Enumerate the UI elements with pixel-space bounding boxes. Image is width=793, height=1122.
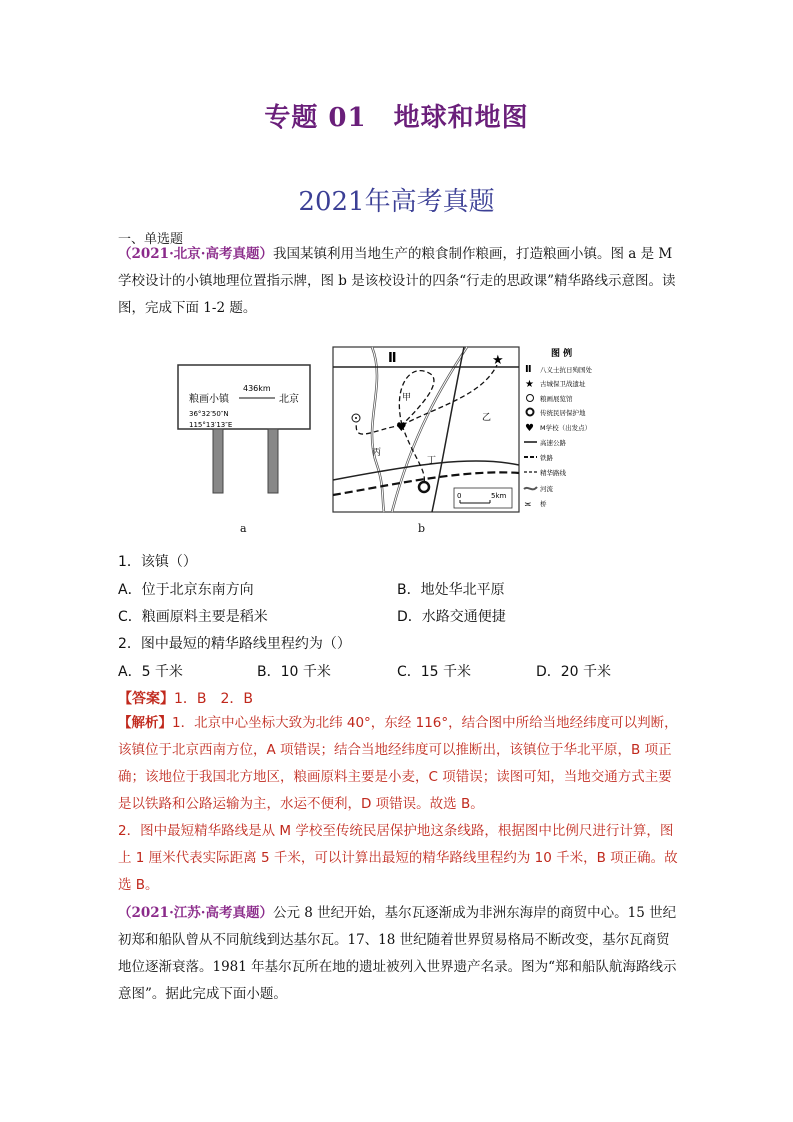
legend-river-line [524, 487, 537, 489]
legend-item: 古城保卫战遗址 [540, 380, 586, 388]
question-source: （2021·北京·高考真题） [118, 246, 273, 262]
question-intro [118, 241, 678, 322]
answer-line [118, 688, 253, 708]
signpost-lat: 36°32′50″N [189, 410, 229, 418]
q1-option-c: C．粮画原料主要是稻米 [118, 609, 268, 625]
question-intro-text: 我国某镇利用当地生产的粮食制作粮画，打造粮画小镇。图 a 是 M 学校设计的小镇地理位置指示牌，图 b 是该校设计的四条“行走的思政课”精华路线示意图。读图，完成下面 1-2 题。 [118, 246, 676, 316]
legend-title: 图 例 [551, 349, 573, 359]
legend-gallery-icon [527, 395, 534, 402]
signpost-distance: 436km [243, 384, 271, 393]
map-label-jia: 甲 [402, 393, 412, 403]
next-question-intro [118, 900, 678, 1008]
legend-memorial-icon: Ⅱ [525, 364, 532, 375]
q1-stem: 1．该镇（） [118, 554, 197, 570]
signpost-lon: 115°13′13″E [189, 421, 233, 429]
q2-stem: 2．图中最短的精华路线里程约为（） [118, 636, 351, 652]
legend-item: 桥 [540, 500, 547, 508]
school-icon: ♥ [396, 420, 407, 434]
answer-text: 1．B 2．B [174, 691, 254, 707]
q2-option-c: C．15 千米 [397, 664, 472, 680]
legend-item: 河流 [540, 485, 553, 493]
figure-b-caption: b [418, 522, 426, 535]
section-heading: 一、单选题 [118, 232, 184, 247]
q1-option-b: B．地处华北平原 [397, 582, 505, 598]
legend-item: 粮画展览馆 [540, 395, 573, 403]
legend-bridge-icon: ≍ [524, 500, 532, 510]
legend-item: 铁路 [540, 454, 553, 462]
map-label-bing: 丙 [372, 448, 382, 458]
map-label-ding: 丁 [427, 456, 437, 466]
page-title: 专题 01 地球和地图 [264, 103, 529, 133]
scale-label-0: 0 [457, 492, 462, 500]
analysis-text-1: 1．北京中心坐标大致为北纬 40°，东经 116°，结合图中所给当地经纬度可以判断，该镇位于北京西南方位，A 项错误；结合当地经纬度可以推断出，该镇位于华北平原，B 项正确；该地位于我国北方地区，粮画原料主要是小麦，C 项错误；读图可知，当地交通方式主要是以铁路和公路运输为主，水运不便利，D 项错误。故选 B。 [118, 715, 678, 812]
legend-item: 精华路线 [540, 469, 566, 477]
legend-item: 传统民居保护地 [540, 409, 586, 417]
q1-option-d: D．水路交通便捷 [397, 609, 506, 625]
q2-option-a: A．5 千米 [118, 664, 183, 680]
figure-a-caption: a [240, 522, 247, 535]
gallery-icon-dot [355, 417, 357, 419]
section-subtitle: 2021年高考真题 [298, 187, 495, 217]
legend-battle-icon: ★ [525, 379, 534, 390]
legend-school-icon: ♥ [525, 423, 534, 434]
analysis-label: 【解析】 [118, 715, 172, 731]
residence-icon [419, 482, 429, 492]
q1-option-a: A．位于北京东南方向 [118, 582, 254, 598]
signpost-leg-left [213, 429, 223, 493]
q2-option-d: D．20 千米 [536, 664, 612, 680]
next-question-source: （2021·江苏·高考真题） [118, 905, 273, 921]
legend-item: M学校（出发点） [540, 424, 592, 432]
scale-label-5: 5km [491, 492, 507, 500]
figure-b-map [332, 345, 632, 517]
q2-option-b: B．10 千米 [257, 664, 331, 680]
next-question-text: 公元 8 世纪开始，基尔瓦逐渐成为非洲东海岸的商贸中心。15 世纪初郑和船队曾从不同航线到达基尔瓦。17、18 世纪随着世界贸易格局不断改变，基尔瓦商贸地位逐渐衰落。1981 年基尔瓦所在地的遗址被列入世界遗产名录。图为“郑和船队航海路线示意图”。据此完成下面小题。 [118, 905, 677, 1002]
map-label-yi: 乙 [482, 413, 492, 423]
legend-item: 八义士抗日殉国处 [540, 366, 592, 374]
legend-item: 高速公路 [540, 439, 566, 447]
answer-label: 【答案】 [118, 691, 174, 707]
analysis-paragraph-2: 2．图中最短精华路线是从 M 学校至传统民居保护地这条线路，根据图中比例尺进行计算，图上 1 厘米代表实际距离 5 千米，可以计算出最短的精华路线里程约为 10 千米，B 项正确。故选 B。 [118, 823, 678, 893]
legend-residence-icon [527, 409, 534, 416]
memorial-icon: Ⅱ [388, 351, 397, 366]
analysis-paragraph-1 [118, 710, 678, 818]
figure-a-signpost [175, 360, 315, 495]
signpost-leg-right [268, 429, 278, 493]
signpost-dest: 北京 [279, 394, 299, 405]
signpost-town: 粮画小镇 [189, 394, 229, 405]
battle-site-icon: ★ [492, 353, 504, 368]
